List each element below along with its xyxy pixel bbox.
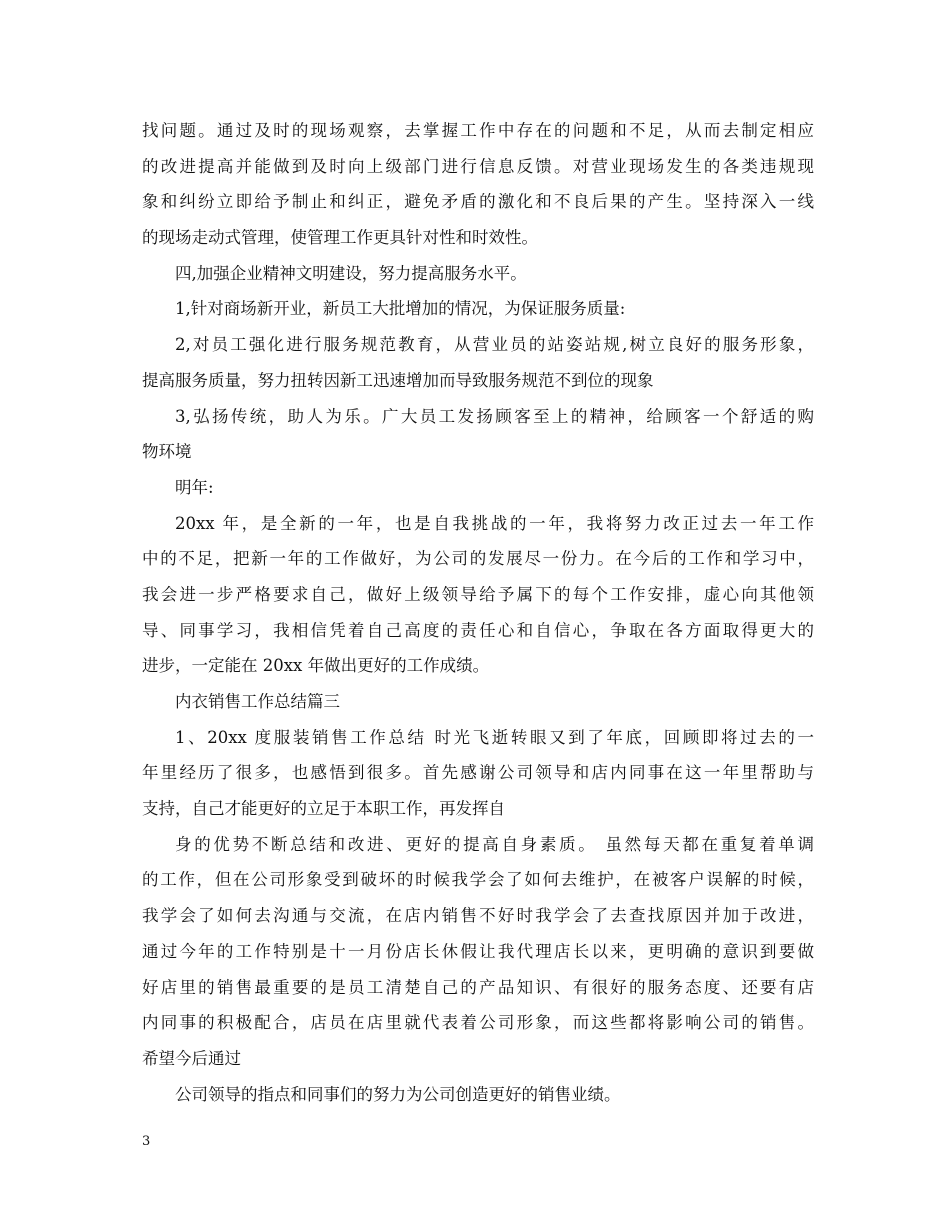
- text-line: 提高服务质量，努力扭转因新工迅速增加而导致服务规范不到位的现象: [142, 370, 654, 390]
- text-line: 中的不足，把新一年的工作做好，为公司的发展尽一份力。在今后的工作和学习中，: [142, 549, 814, 569]
- text-line: 支持，自己才能更好的立足于本职工作，再发挥自: [142, 799, 505, 819]
- text-line: 我学会了如何去沟通与交流，在店内销售不好时我学会了去查找原因并加于改进，: [142, 906, 814, 926]
- text-line: 2,对员工强化进行服务规范教育，从营业员的站姿站规,树立良好的服务形象，: [175, 335, 814, 355]
- text-line: 的改进提高并能做到及时向上级部门进行信息反馈。对营业现场发生的各类违规现: [142, 156, 814, 176]
- text-line: 公司领导的指点和同事们的努力为公司创造更好的销售业绩。: [175, 1084, 621, 1104]
- text-line: 的工作，但在公司形象受到破坏的时候我学会了如何去维护，在被客户误解的时候，: [142, 870, 814, 890]
- text-line: 3,弘扬传统，助人为乐。广大员工发扬顾客至上的精神，给顾客一个舒适的购: [175, 406, 814, 426]
- text-line: 身的优势不断总结和改进、更好的提高自身素质。 虽然每天都在重复着单调: [175, 834, 814, 854]
- text-line: 物环境: [142, 442, 192, 462]
- text-line: 好店里的销售最重要的是员工清楚自己的产品知识、有很好的服务态度、还要有店: [142, 977, 814, 997]
- text-line: 进步，一定能在 20xx 年做出更好的工作成绩。: [142, 656, 490, 676]
- page-number: 3: [142, 1134, 151, 1149]
- text-line: 1,针对商场新开业，新员工大批增加的情况，为保证服务质量:: [175, 299, 626, 319]
- text-line: 导、同事学习，我相信凭着自己高度的责任心和自信心，争取在各方面取得更大的: [142, 620, 814, 640]
- text-line: 明年:: [175, 477, 214, 497]
- text-line: 1、20xx 度服装销售工作总结 时光飞逝转眼又到了年底，回顾即将过去的一: [175, 727, 814, 747]
- body-text: [142, 113, 814, 1112]
- text-line: 通过今年的工作特别是十一月份店长休假让我代理店长以来，更明确的意识到要做: [142, 941, 814, 961]
- text-line: 内同事的积极配合，店员在店里就代表着公司形象，而这些都将影响公司的销售。: [142, 1013, 814, 1033]
- text-line: 的现场走动式管理，使管理工作更具针对性和时效性。: [142, 228, 538, 248]
- text-line: 象和纠纷立即给予制止和纠正，避免矛盾的激化和不良后果的产生。坚持深入一线: [142, 192, 814, 212]
- text-line: 20xx 年，是全新的一年，也是自我挑战的一年，我将努力改正过去一年工作: [175, 513, 814, 533]
- text-line: 找问题。通过及时的现场观察，去掌握工作中存在的问题和不足，从而去制定相应: [142, 121, 814, 140]
- text-line: 四,加强企业精神文明建设，努力提高服务水平。: [175, 263, 527, 283]
- text-line: 希望今后通过: [142, 1048, 241, 1068]
- text-line: 我会进一步严格要求自己，做好上级领导给予属下的每个工作安排，虚心向其他领: [142, 584, 814, 604]
- text-line: 内衣销售工作总结篇三: [175, 692, 340, 711]
- text-line: 年里经历了很多，也感悟到很多。首先感谢公司领导和店内同事在这一年里帮助与: [142, 763, 814, 783]
